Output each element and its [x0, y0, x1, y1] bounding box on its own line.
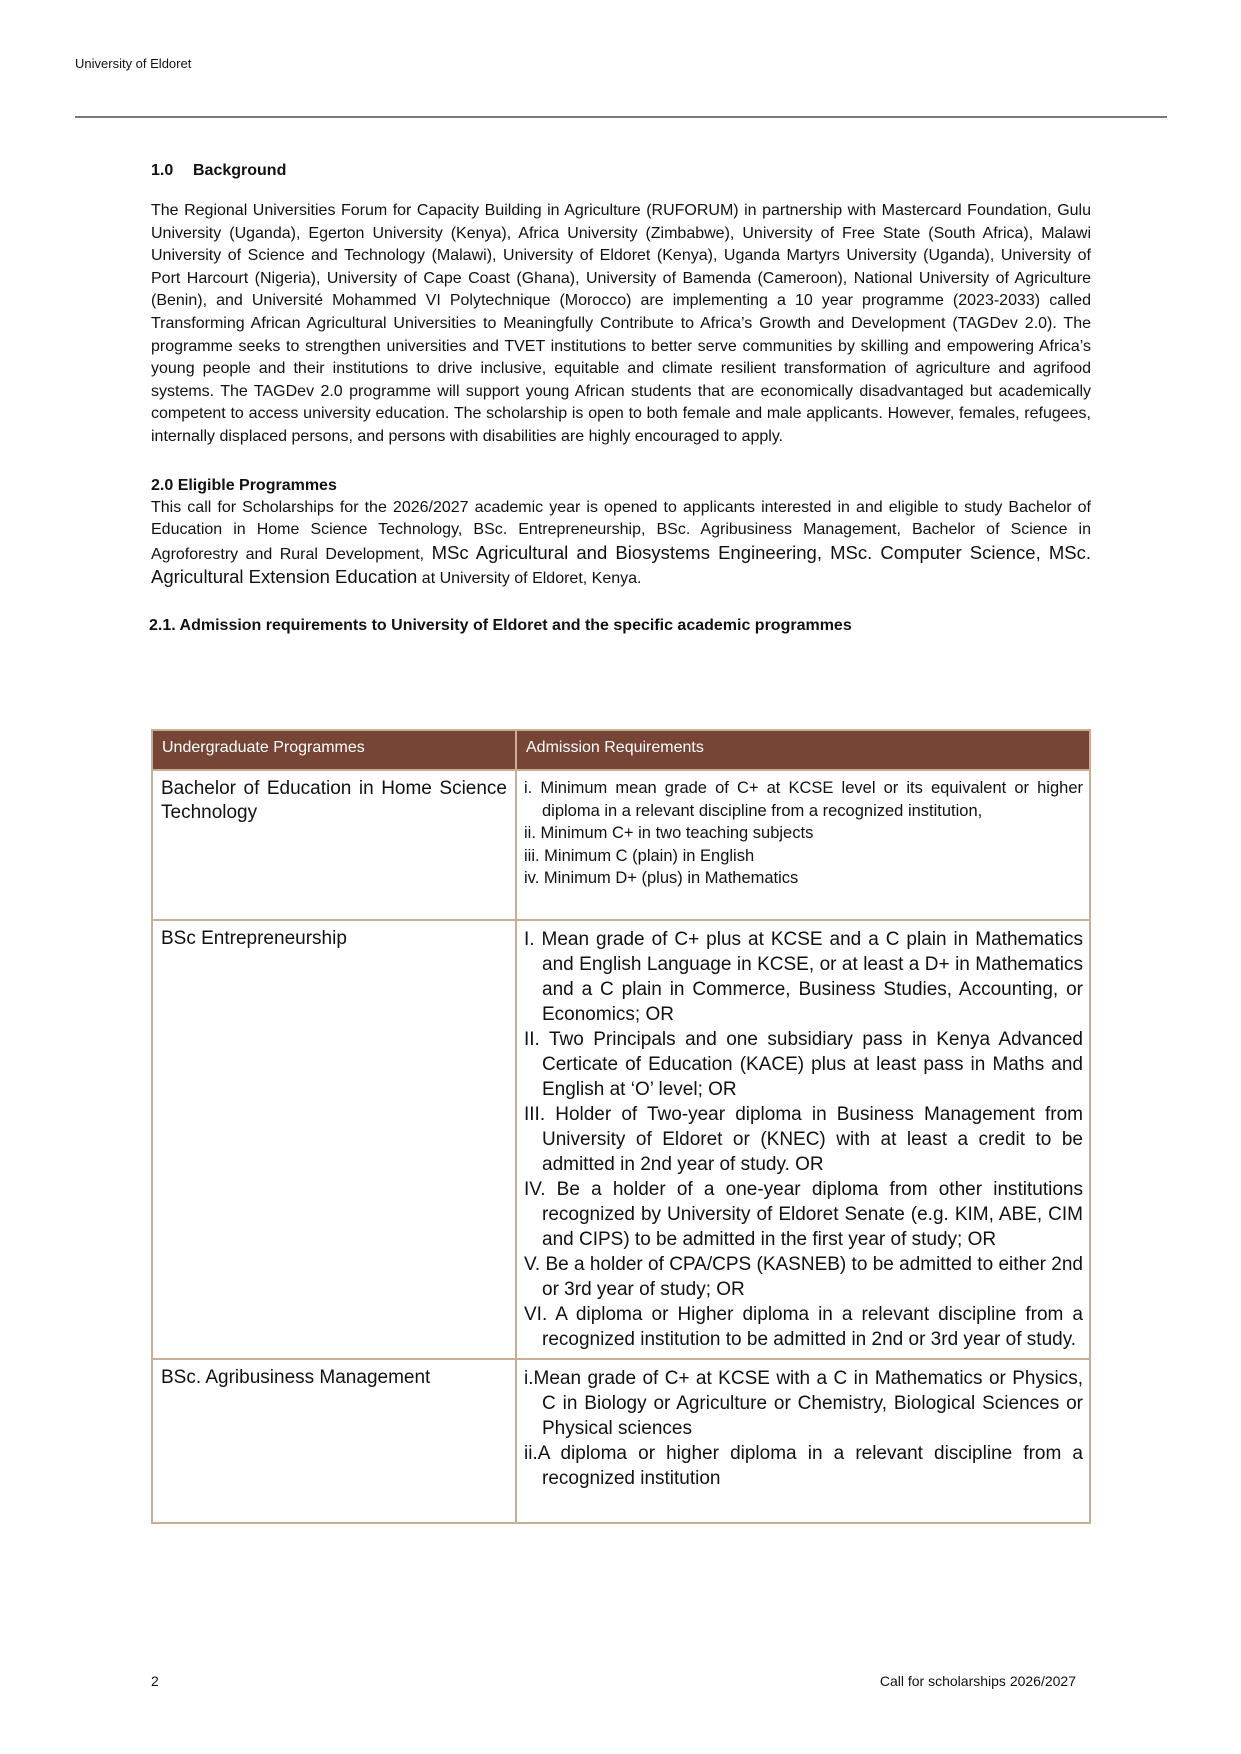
page-number: 2 [151, 1673, 159, 1689]
table-row [152, 1359, 1090, 1523]
column-header-requirements: Admission Requirements [516, 730, 1090, 770]
requirements-list [524, 1366, 1083, 1491]
requirement-item: i.Mean grade of C+ at KCSE with a C in Mathematics or Physics, C in Biology or Agriculture or Chemistry, Biological Sciences or Physical sciences [524, 1368, 1083, 1439]
table-row [152, 920, 1090, 1359]
running-header-title: University of Eldoret [75, 56, 192, 71]
document-body [151, 162, 1091, 635]
requirements-list [524, 927, 1083, 1352]
requirement-item: II. Two Principals and one subsidiary pass in Kenya Advanced Certicate of Education (KACE) plus at least pass in Maths and English at ‘O’ level; OR [524, 1029, 1083, 1100]
background-section-title: Background [193, 162, 287, 179]
eligible-text-msc-programmes: MSc Agricultural and Biosystems Engineering, MSc. Computer Science, MSc. Agricultural Extension Education [151, 541, 1091, 588]
background-paragraph: The Regional Universities Forum for Capacity Building in Agriculture (RUFORUM) in partnership with Mastercard Foundation, Gulu University (Uganda), Egerton University (Kenya), Africa University (Zimbabwe), University of Free State (South Africa), Malawi University of Science and Technology (Malawi), University of Eldoret (Kenya), Uganda Martyrs University (Uganda), University of Port Harcourt (Nigeria), University of Cape Coast (Ghana), University of Bamenda (Cameroon), National University of Agriculture (Benin), and Université Mohammed VI Polytechnique (Morocco) are implementing a 10 year programme (2023-2033) called Transforming African Agricultural Universities to Meaningfully Contribute to Africa’s Growth and Development (TAGDev 2.0). The programme seeks to strengthen universities and TVET institutions to better serve communities by skilling and empowering Africa’s young people and their institutions to drive inclusive, equitable and climate resilient transformation of agriculture and agrifood systems. The TAGDev 2.0 programme will support young African students that are economically disadvantaged but academically competent to access university education. The scholarship is open to both female and male applicants. However, females, refugees, internally displaced persons, and persons with disabilities are highly encouraged to apply. [151, 202, 1091, 445]
programme-name: BSc. Agribusiness Management [152, 1359, 516, 1523]
programme-name: BSc Entrepreneurship [152, 920, 516, 1359]
eligible-text-part1: This call for Scholarships for the 2026/2027 academic year is opened to applicants interested in and eligible to study Bachelor of Education in Home Science Technology, BSc. Entrepreneurship, BSc. Agribusiness Management, Bachelor of Science in Agroforestry and Rural Development, [151, 498, 1091, 563]
footer-document-title: Call for scholarships 2026/2027 [879, 1673, 1076, 1689]
admission-requirements-table [151, 729, 1091, 1524]
requirement-item: ii.A diploma or higher diploma in a relevant discipline from a recognized institution [524, 1443, 1083, 1489]
requirement-item: V. Be a holder of CPA/CPS (KASNEB) to be admitted to either 2nd or 3rd year of study; OR [524, 1254, 1083, 1300]
header-divider [75, 116, 1167, 118]
requirement-item: I. Mean grade of C+ plus at KCSE and a C plain in Mathematics and English Language in KCSE, or at least a D+ in Mathematics and a C plain in Commerce, Business Studies, Accounting, or Economics; OR [524, 929, 1083, 1025]
admission-requirements-heading: 2.1. Admission requirements to University of Eldoret and the specific academic programmes [149, 616, 852, 634]
table-row [152, 770, 1090, 920]
requirement-item: III. Holder of Two-year diploma in Business Management from University of Eldoret or (KNEC) with at least a credit to be admitted in 2nd year of study. OR [524, 1104, 1083, 1175]
column-header-programmes: Undergraduate Programmes [152, 730, 516, 770]
requirements-cell [516, 1359, 1090, 1523]
requirements-list [524, 777, 1083, 890]
eligible-text-part3: at University of Eldoret, Kenya. [417, 570, 642, 588]
requirement-item: IV. Be a holder of a one-year diploma from other institutions recognized by University of Eldoret Senate (e.g. KIM, ABE, CIM and CIPS) to be admitted in the first year of study; OR [524, 1179, 1083, 1250]
requirement-item: i. Minimum mean grade of C+ at KCSE level or its equivalent or higher diploma in a relevant discipline from a recognized institution, [524, 779, 1083, 820]
requirement-item: ii. Minimum C+ in two teaching subjects [524, 824, 814, 843]
background-section-number: 1.0 [151, 162, 174, 179]
table-header-row [152, 730, 1090, 770]
background-heading [151, 162, 1091, 180]
programme-name: Bachelor of Education in Home Science Technology [152, 770, 516, 920]
requirements-cell [516, 920, 1090, 1359]
requirement-item: VI. A diploma or Higher diploma in a relevant discipline from a recognized institution to be admitted in 2nd or 3rd year of study. [524, 1304, 1083, 1350]
eligible-programmes-paragraph [151, 497, 1091, 591]
requirement-item: iii. Minimum C (plain) in English [524, 846, 755, 865]
requirements-cell [516, 770, 1090, 920]
requirement-item: iv. Minimum D+ (plus) in Mathematics [524, 869, 799, 888]
eligible-programmes-heading: 2.0 Eligible Programmes [151, 476, 337, 494]
